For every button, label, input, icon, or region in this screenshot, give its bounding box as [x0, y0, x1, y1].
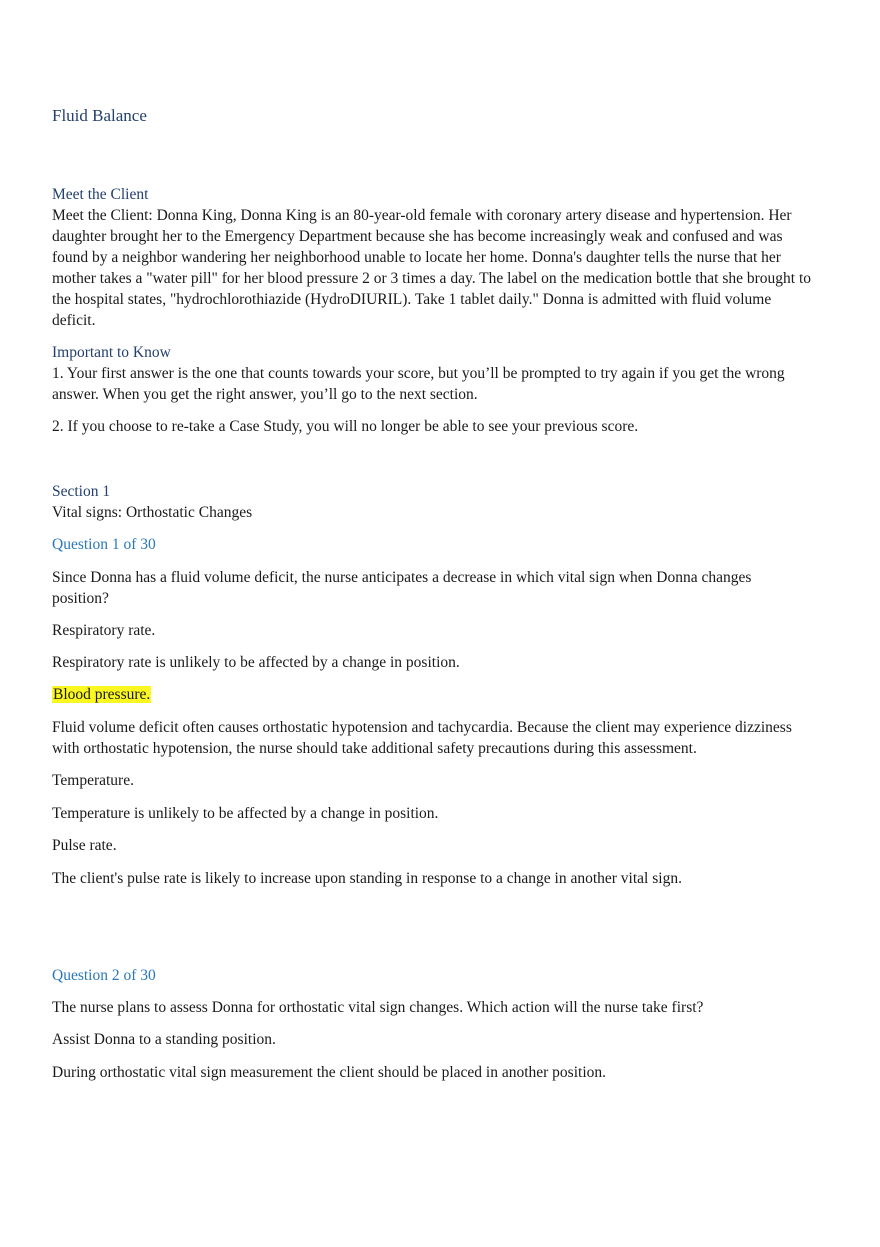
answer-option[interactable]: Pulse rate.: [52, 837, 117, 854]
meet-client-text: Meet the Client: Donna King, Donna King is an 80-year-old female with coronary artery disease and hypertension. Her daughter brought her to the Emergency Department because she has become increasingly weak and confused and was found by a neighbor wandering her neighborhood unable to locate her home. Donna's daughter tells the nurse that her mother takes a "water pill" for her blood pressure 2 or 3 times a day. The label on the medication bottle that she brought to the hospital states, "hydrochlorothiazide (HydroDIURIL). Take 1 tablet daily." Donna is admitted with fluid volume deficit.: [52, 207, 812, 329]
correct-answer-highlight: Blood pressure.: [53, 686, 151, 703]
important-item: 1. Your first answer is the one that counts towards your score, but you’ll be prompted to try again if you get the wrong answer. When you get the right answer, you’ll go to the next section.: [52, 365, 785, 403]
document-title: Fluid Balance: [52, 106, 147, 125]
answer-option[interactable]: Temperature.: [52, 772, 134, 789]
answer-option[interactable]: Assist Donna to a standing position.: [52, 1031, 276, 1048]
question-prompt: The nurse plans to assess Donna for orthostatic vital sign changes. Which action will the nurse take first?: [52, 999, 704, 1016]
section-subtitle: Vital signs: Orthostatic Changes: [52, 504, 253, 521]
meet-client-heading: Meet the Client: [52, 186, 149, 203]
answer-rationale: During orthostatic vital sign measurement the client should be placed in another position.: [52, 1064, 606, 1081]
answer-rationale: The client's pulse rate is likely to increase upon standing in response to a change in another vital sign.: [52, 870, 682, 887]
answer-option-correct[interactable]: [52, 684, 812, 705]
important-item: 2. If you choose to re-take a Case Study, you will no longer be able to see your previous score.: [52, 418, 639, 435]
important-heading: Important to Know: [52, 344, 171, 361]
answer-rationale: Temperature is unlikely to be affected by a change in position.: [52, 805, 439, 822]
answer-option[interactable]: Respiratory rate.: [52, 622, 156, 639]
question-label: Question 1 of 30: [52, 536, 156, 553]
question-label: Question 2 of 30: [52, 967, 156, 984]
answer-rationale: Respiratory rate is unlikely to be affected by a change in position.: [52, 654, 460, 671]
section-label: Section 1: [52, 483, 111, 500]
answer-rationale: Fluid volume deficit often causes orthostatic hypotension and tachycardia. Because the client may experience dizziness with orthostatic hypotension, the nurse should take additional safety precautions during this assessment.: [52, 719, 792, 757]
question-prompt: Since Donna has a fluid volume deficit, the nurse anticipates a decrease in which vital sign when Donna changes position?: [52, 569, 752, 607]
